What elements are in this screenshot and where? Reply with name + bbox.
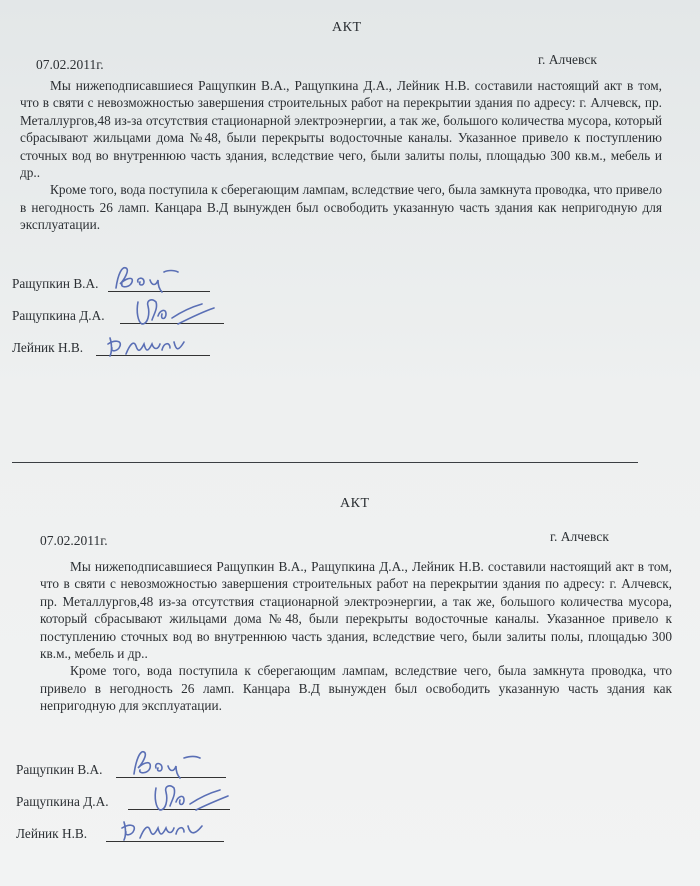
act-paragraph-2: Кроме того, вода поступила к сберегающим лампам, вследствие чего, была замкнута проводка, что привело в негодность 26 ламп. Канцара В.Д вынужден был освободить указанную часть здания как непригодную для эксплуатации.	[20, 182, 662, 233]
signature-icon	[128, 746, 208, 782]
signatory-name: Лейник Н.В.	[16, 826, 88, 841]
act-paragraph-2: Кроме того, вода поступила к сберегающим лампам, вследствие чего, была замкнута проводка, что привело в негодность 26 ламп. Канцара В.Д вынужден был освободить указанную часть здания как непригодную для эксплуатации.	[40, 663, 672, 714]
act-city: г. Алчевск	[538, 52, 597, 67]
act-title: АКТ	[340, 496, 370, 511]
cut-line	[12, 462, 638, 463]
signature-row	[16, 788, 236, 812]
signatory-name: Ращупкина Д.А.	[12, 308, 105, 323]
act-body	[20, 77, 662, 234]
act-lower	[0, 478, 700, 886]
act-paragraph-1: Мы нижеподписавшиеся Ращупкин В.А., Ращупкина Д.А., Лейник Н.В. составили настоящий акт в том, что в святи с невозможностью завершения строительных работ на перекрытии здания по адресу: г. Алчевск, пр. Металлургов,48 из-за отсутствия стационарной электроэнергии, а так же, большого количества мусора, который сбрасывают жильцами дома №48, были перекрыты водосточные каналы. Указанное привело к поступлению сточных вод во внутреннюю часть здания, вследствие чего, были залиты полы, площадью 300 кв.м., мебель и др..	[40, 559, 672, 662]
signature-row	[16, 756, 236, 780]
act-paragraph-1: Мы нижеподписавшиеся Ращупкин В.А., Ращупкина Д.А., Лейник Н.В. составили настоящий акт в том, что в святи с невозможностью завершения строительных работ на перекрытии здания по адресу: г. Алчевск, пр. Металлургов,48 из-за отсутствия стационарной электроэнергии, а так же, большого количества мусора, который сбрасывают жильцами дома №48, были перекрыты водосточные каналы. Указанное привело к поступлению сточных вод во внутреннюю часть здания, вследствие чего, были залиты полы, площадью 300 кв.м., мебель и др..	[20, 78, 662, 181]
act-date: 07.02.2011г.	[40, 533, 108, 548]
signature-icon	[116, 814, 212, 846]
signatory-name: Ращупкин В.А.	[12, 276, 99, 291]
signatory-name: Ращупкин В.А.	[16, 762, 103, 777]
signatory-name: Ращупкина Д.А.	[16, 794, 109, 809]
signature-row	[12, 334, 232, 358]
signature-icon	[112, 262, 192, 296]
act-body	[40, 558, 672, 715]
act-date: 07.02.2011г.	[36, 57, 104, 72]
signature-icon	[128, 294, 218, 330]
signatory-name: Лейник Н.В.	[12, 340, 84, 355]
signature-row	[12, 302, 232, 326]
signature-row	[12, 270, 232, 294]
signature-icon	[104, 330, 194, 360]
act-city: г. Алчевск	[550, 529, 609, 544]
signature-icon	[144, 780, 234, 816]
act-title: АКТ	[332, 20, 362, 35]
signature-row	[16, 820, 236, 844]
